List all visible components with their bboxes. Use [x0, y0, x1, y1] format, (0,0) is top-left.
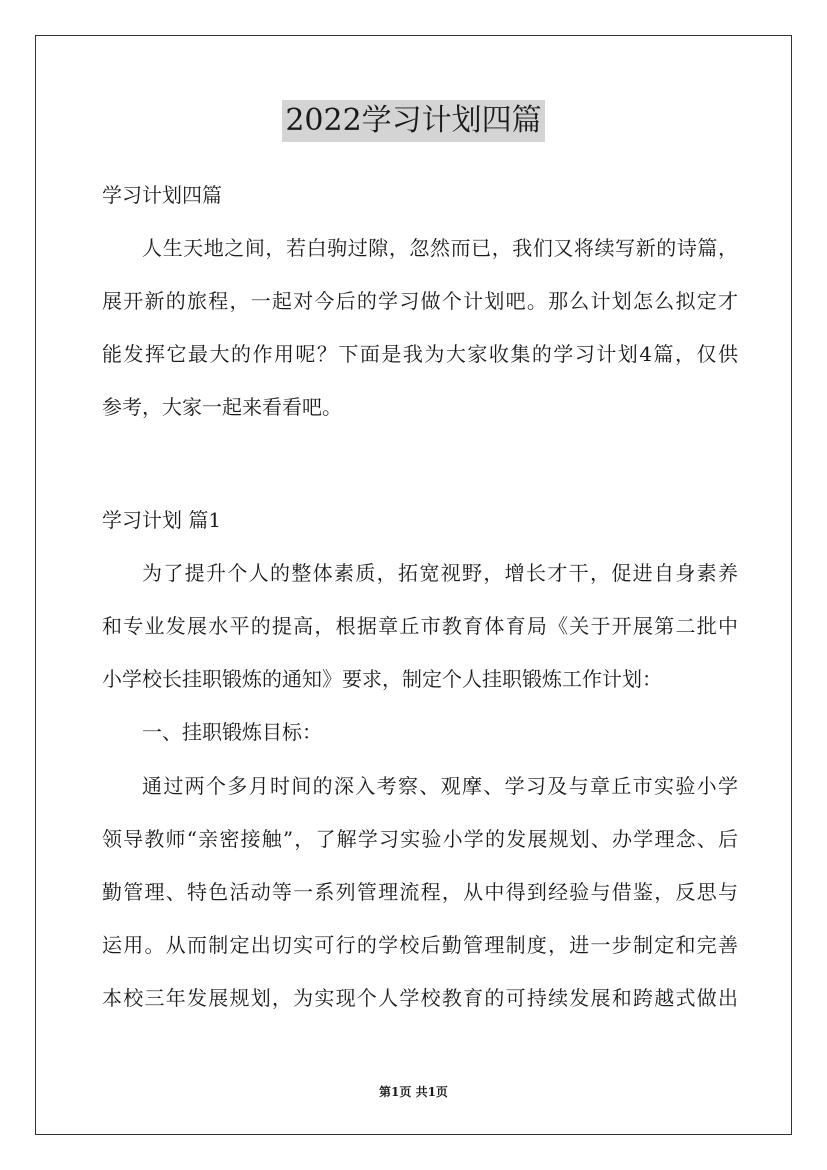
section1-paragraph-1: [102, 547, 738, 706]
section1-item-1: [102, 706, 738, 759]
paragraph-line: 人生天地之间，若白驹过隙，忽然而已，我们又将续写新的诗篇，: [142, 236, 738, 260]
paragraph-line: 本校三年发展规划，为实现个人学校教育的可持续发展和跨越式做出: [102, 986, 738, 1010]
intro-paragraph: [102, 222, 738, 434]
paragraph-line: 和专业发展水平的提高，根据章丘市教育体育局《关于开展第二批中: [102, 614, 738, 638]
document-title: 2022学习计划四篇: [282, 100, 544, 142]
title-container: [0, 100, 827, 142]
page-footer: 第1页 共1页: [379, 1085, 448, 1099]
paragraph-line: 展开新的旅程，一起对今后的学习做个计划吧。那么计划怎么拟定才: [102, 289, 738, 313]
paragraph-line: 领导教师“亲密接触”，了解学习实验小学的发展规划、办学理念、后: [102, 827, 738, 851]
paragraph-line: 运用。从而制定出切实可行的学校后勤管理制度，进一步制定和完善: [102, 933, 738, 957]
paragraph-line: 为了提升个人的整体素质，拓宽视野，增长才干，促进自身素养: [142, 561, 738, 585]
paragraph-line: 勤管理、特色活动等一系列管理流程，从中得到经验与借鉴，反思与: [102, 880, 738, 904]
list-heading: 一、挂职锻炼目标：: [142, 720, 322, 744]
section1-paragraph-2: [102, 760, 738, 1025]
section-heading: 学习计划 篇1: [102, 508, 222, 532]
paragraph-line: 参考，大家一起来看看吧。: [102, 395, 342, 419]
paragraph-line: 能发挥它最大的作用呢？下面是我为大家收集的学习计划4篇，仅供: [102, 342, 738, 366]
document-subtitle: 学习计划四篇: [102, 183, 222, 207]
paragraph-line: 通过两个多月时间的深入考察、观摩、学习及与章丘市实验小学: [142, 774, 738, 798]
paragraph-line: 小学校长挂职锻炼的通知》要求，制定个人挂职锻炼工作计划：: [102, 667, 662, 691]
